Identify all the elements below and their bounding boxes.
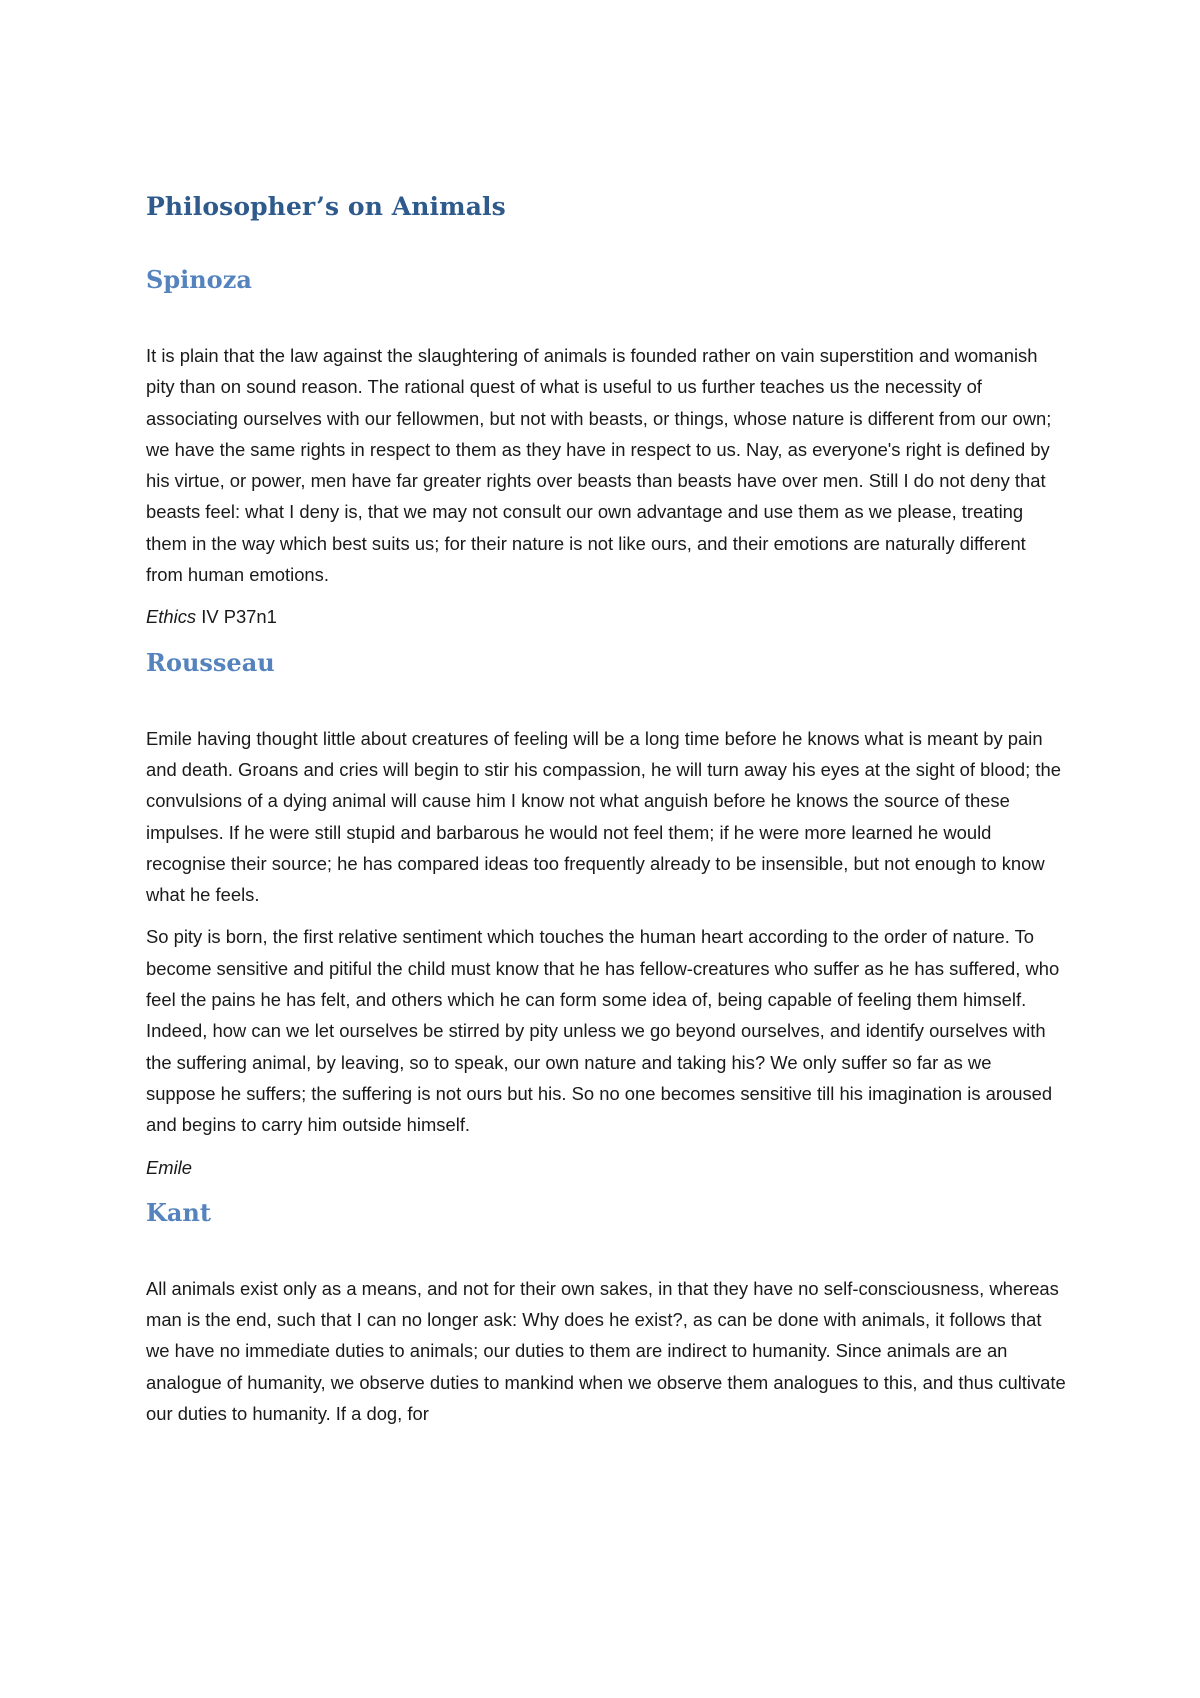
section-heading-kant: Kant: [146, 1197, 211, 1227]
spinoza-citation: [146, 601, 1066, 632]
rousseau-citation: [146, 1152, 1066, 1183]
section-rousseau: [146, 647, 1066, 1183]
section-heading-spinoza: Spinoza: [146, 265, 252, 294]
spinoza-citation-work: Ethics: [146, 606, 197, 628]
spinoza-paragraph: It is plain that the law against the slaughtering of animals is founded rather on vain superstition and womanish pity than on sound reason. The rational quest of what is useful to us further teaches us the necessity of associating ourselves with our fellowmen, but not with beasts, or things, whose nature is different from our own; we have the same rights in respect to them as they have in respect to us. Nay, as everyone's right is defined by his virtue, or power, men have far greater rights over beasts than beasts have over men. Still I do not deny that beasts feel: what I deny is, that we may not consult our own advantage and use them as we please, treating them in the way which best suits us; for their nature is not like ours, and their emotions are naturally different from human emotions.: [146, 345, 1052, 586]
rousseau-paragraph-2: So pity is born, the first relative sentiment which touches the human heart according to the order of nature. To become sensitive and pitiful the child must know that he has fellow-creatures who suffer as he has suffered, who feel the pains he has felt, and others which he can form some idea of, being capable of feeling them himself. Indeed, how can we let ourselves be stirred by pity unless we go beyond ourselves, and identify ourselves with the suffering animal, by leaving, so to speak, our own nature and taking his? We only suffer so far as we suppose he suffers; the suffering is not ours but his. So no one becomes sensitive till his imagination is aroused and begins to carry him outside himself.: [146, 926, 1060, 1136]
section-kant: [146, 1197, 1066, 1429]
rousseau-citation-work: Emile: [146, 1156, 192, 1178]
document-title: Philosopher’s on Animals: [146, 192, 506, 221]
kant-paragraph: All animals exist only as a means, and not for their own sakes, in that they have no self-consciousness, whereas man is the end, such that I can no longer ask: Why does he exist?, as can be done with animals, it follows that we have no immediate duties to animals; our duties to them are indirect to humanity. Since animals are an analogue of humanity, we observe duties to mankind when we observe them analogues to this, and thus cultivate our duties to humanity. If a dog, for: [146, 1277, 1066, 1425]
section-heading-rousseau: Rousseau: [146, 647, 275, 677]
rousseau-paragraph-1: Emile having thought little about creatures of feeling will be a long time before he knows what is meant by pain and death. Groans and cries will begin to stir his compassion, he will turn away his eyes at the sight of blood; the convulsions of a dying animal will cause him I know not what anguish before he knows the source of these impulses. If he were still stupid and barbarous he would not feel them; if he were more learned he would recognise their source; he has compared ideas too frequently already to be insensible, but not enough to know what he feels.: [146, 727, 1061, 906]
spinoza-citation-ref: IV P37n1: [196, 606, 277, 628]
document-content: [146, 190, 1066, 1440]
section-spinoza: [146, 264, 1066, 633]
